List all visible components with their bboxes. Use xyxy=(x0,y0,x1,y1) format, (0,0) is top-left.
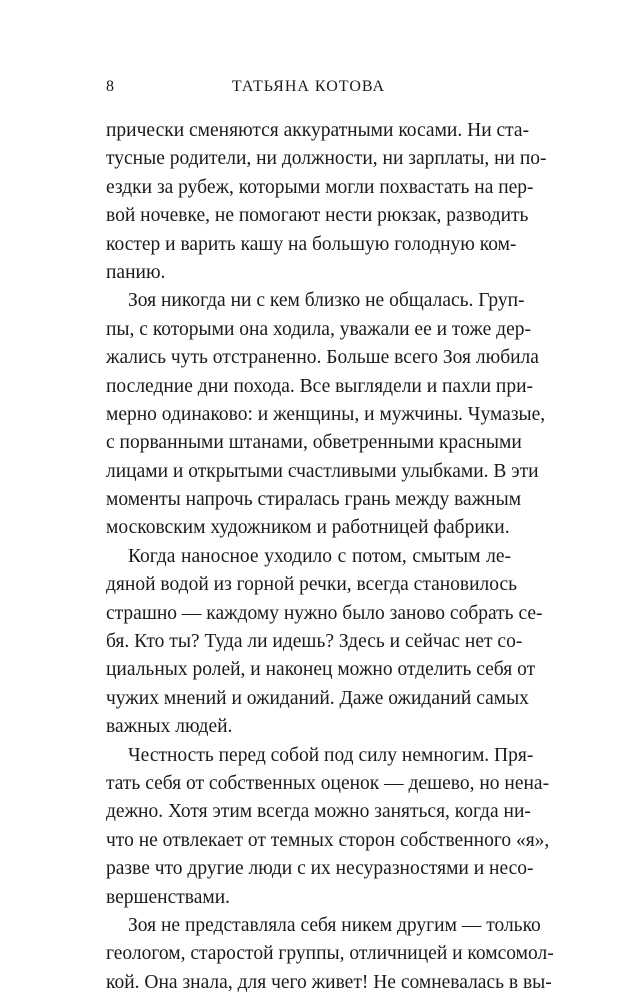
text-line: с порванными штанами, обветренными красными xyxy=(106,432,522,454)
text-line: тать себя от собственных оценок — дешево, но нена- xyxy=(106,772,550,794)
text-line: что не отвлекает от темных сторон собственного «я», xyxy=(106,829,550,851)
author-name: ТАТЬЯНА КОТОВА xyxy=(231,78,386,95)
text-line: Зоя не представляла себя никем другим — только xyxy=(128,914,541,936)
text-line: костер и варить кашу на большую голодную ком- xyxy=(106,233,517,255)
text-line: ездки за рубеж, которыми могли похвастать на пер- xyxy=(106,176,534,198)
page-number: 8 xyxy=(106,78,115,95)
text-line: важных людей. xyxy=(106,716,233,738)
text-line: московским художником и работницей фабрики. xyxy=(106,517,510,539)
text-line: Когда наносное уходило с потом, смытым ле- xyxy=(128,545,511,567)
body-text xyxy=(106,117,554,997)
text-line: последние дни похода. Все выглядели и пахли при- xyxy=(106,375,534,397)
text-line: прически сменяются аккуратными косами. Ни ста- xyxy=(106,120,530,141)
text-line: Зоя никогда ни с кем близко не общалась. Груп- xyxy=(128,290,525,312)
text-line: разве что другие люди с их несуразностями и несо- xyxy=(106,858,534,880)
text-line: жались чуть отстраненно. Больше всего Зоя любила xyxy=(106,347,539,369)
text-line: вой ночевке, не помогают нести рюкзак, разводить xyxy=(106,205,529,227)
text-line: вершенствами. xyxy=(106,886,231,908)
text-line: кой. Она знала, для чего живет! Не сомневалась в вы- xyxy=(106,971,552,993)
text-line: циальных ролей, и наконец можно отделить себя от xyxy=(106,659,536,681)
text-line: панию. xyxy=(106,261,166,283)
text-line: страшно — каждому нужно было заново собрать се- xyxy=(106,602,543,624)
running-head xyxy=(106,78,511,100)
text-line: бя. Кто ты? Туда ли идешь? Здесь и сейчас нет со- xyxy=(106,631,523,653)
text-line: лицами и открытыми счастливыми улыбками. В эти xyxy=(106,460,539,482)
text-line: дяной водой из горной речки, всегда становилось xyxy=(106,574,518,596)
text-line: мерно одинаково: и женщины, и мужчины. Чумазые, xyxy=(106,403,546,425)
text-line: Честность перед собой под силу немногим. Пря- xyxy=(128,744,534,766)
text-line: моменты напрочь стиралась грань между важным xyxy=(106,489,522,511)
text-line: дежно. Хотя этим всегда можно заняться, когда ни- xyxy=(106,801,531,823)
text-line: геологом, старостой группы, отличницей и комсомол- xyxy=(106,943,554,965)
text-line: тусные родители, ни должности, ни зарплаты, ни по- xyxy=(106,148,547,170)
text-line: пы, с которыми она ходила, уважали ее и тоже дер- xyxy=(106,318,532,340)
text-line: чужих мнений и ожиданий. Даже ожиданий самых xyxy=(106,687,529,709)
